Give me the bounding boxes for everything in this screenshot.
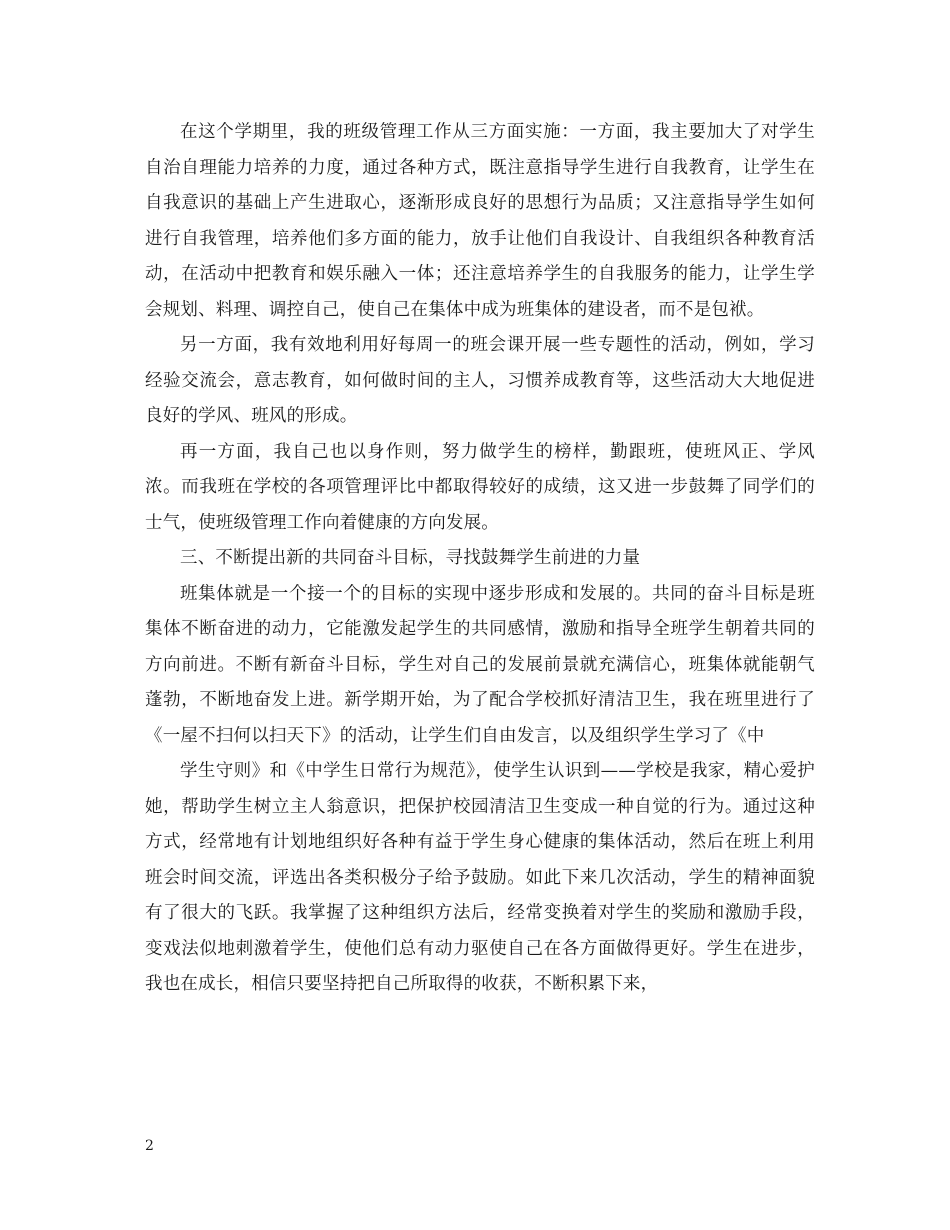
section-heading-goals: 三、不断提出新的共同奋斗目标，寻找鼓舞学生前进的力量 xyxy=(180,548,641,568)
paragraph-student-code: 学生守则》和《中学生日常行为规范》，使学生认识到——学校是我家，精心爱护她，帮助学生树立主人翁意识，把保护校园清洁卫生变成一种自觉的行为。通过这种方式，经常地有计划地组织好各种有益于学生身心健康的集体活动，然后在班上利用班会时间交流，评选出各类积极分子给予鼓励。如此下来几次活动，学生的精神面貌有了很大的飞跃。我掌握了这种组织方法后，经常变换着对学生的奖励和激励手段，变戏法似地刺激着学生，使他们总有动力驱使自己在各方面做得更好。学生在进步，我也在成长，相信只要坚持把自己所取得的收获，不断积累下来， xyxy=(145,761,815,994)
paragraph-class-meeting: 另一方面，我有效地利用好每周一的班会课开展一些专题性的活动，例如，学习经验交流会，意志教育，如何做时间的主人，习惯养成教育等，这些活动大大地促进良好的学风、班风的形成。 xyxy=(145,335,815,426)
paragraph-role-model: 再一方面，我自己也以身作则，努力做学生的榜样，勤跟班，使班风正、学风浓。而我班在学校的各项管理评比中都取得较好的成绩，这又进一步鼓舞了同学们的士气，使班级管理工作向着健康的方向发展。 xyxy=(145,441,815,533)
paragraph-common-goals: 班集体就是一个接一个的目标的实现中逐步形成和发展的。共同的奋斗目标是班集体不断奋进的动力，它能激发起学生的共同感情，激励和指导全班学生朝着共同的方向前进。不断有新奋斗目标，学生对自己的发展前景就充满信心，班集体就能朝气蓬勃，不断地奋发上进。新学期开始，为了配合学校抓好清洁卫生，我在班里进行了《一屋不扫何以扫天下》的活动，让学生们自由发言，以及组织学生学习了《中 xyxy=(145,583,815,746)
paragraph-class-management: 在这个学期里，我的班级管理工作从三方面实施：一方面，我主要加大了对学生自治自理能力培养的力度，通过各种方式，既注意指导学生进行自我教育，让学生在自我意识的基础上产生进取心，逐渐形成良好的思想行为品质；又注意指导学生如何进行自我管理，培养他们多方面的能力，放手让他们自我设计、自我组织各种教育活动，在活动中把教育和娱乐融入一体；还注意培养学生的自我服务的能力，让学生学会规划、料理、调控自己，使自己在集体中成为班集体的建设者，而不是包袱。 xyxy=(145,122,815,320)
page-number: 2 xyxy=(145,1138,154,1154)
document-body xyxy=(145,115,815,1003)
